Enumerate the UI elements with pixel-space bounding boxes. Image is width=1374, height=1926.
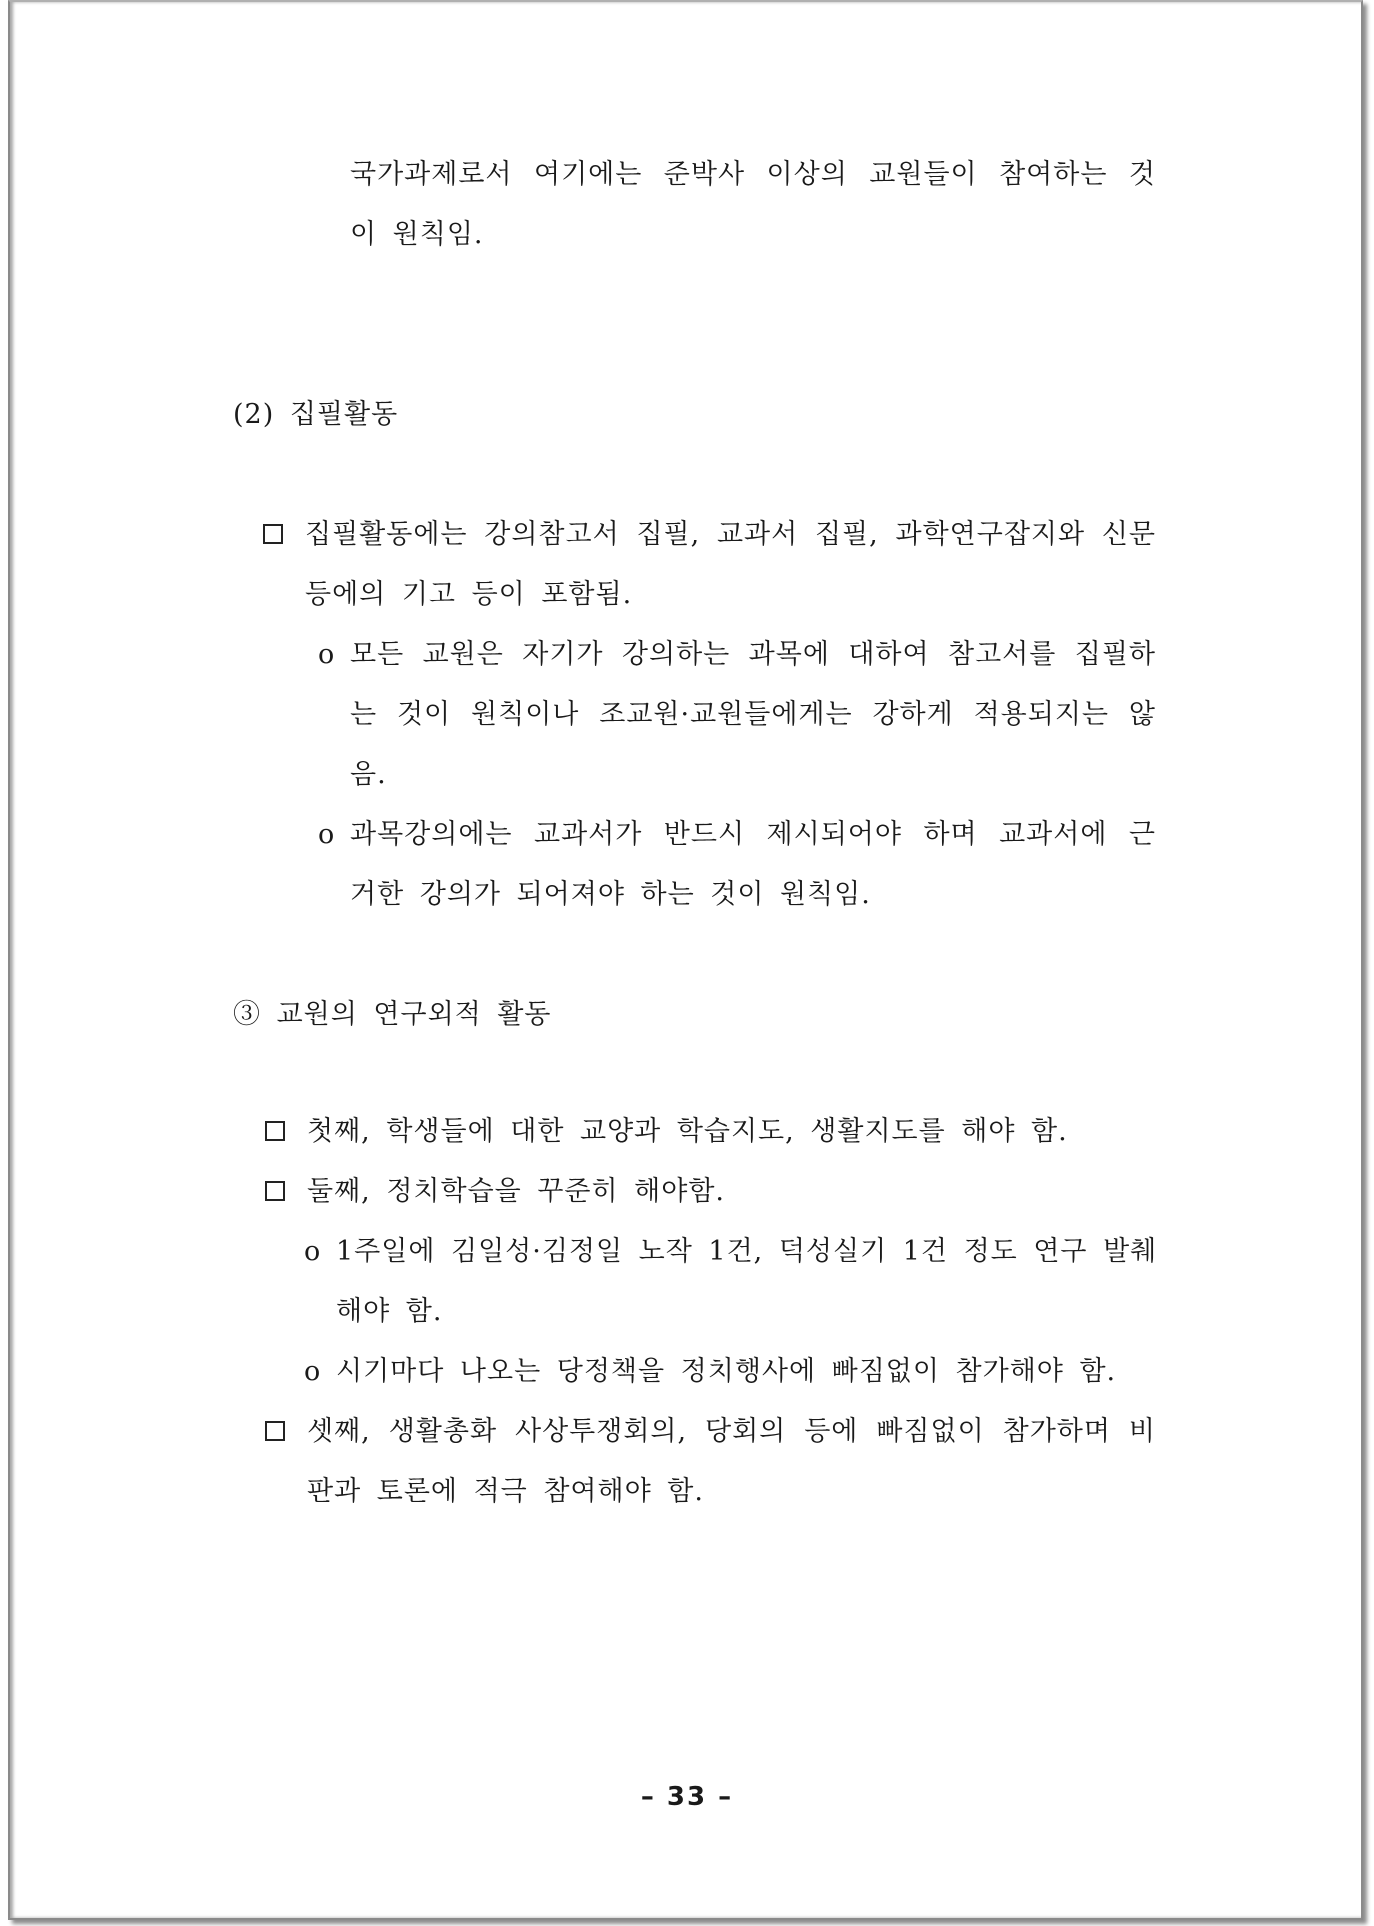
box-item-line: 집필활동에는 강의참고서 집필, 교과서 집필, 과학연구잡지와 신문 — [305, 519, 1156, 550]
sub-item-line: 모든 교원은 자기가 강의하는 과목에 대하여 참고서를 집필하 — [350, 639, 1156, 670]
checkbox-square-icon — [265, 1421, 285, 1441]
box-item-line: 판과 토론에 적극 참여해야 함. — [307, 1476, 704, 1507]
section-heading: ③ 교원의 연구외적 활동 — [233, 999, 552, 1030]
box-item-line: 둘째, 정치학습을 꾸준히 해야함. — [307, 1176, 725, 1207]
bullet-o-icon: o — [304, 1236, 321, 1267]
sub-item-line: 음. — [350, 759, 387, 790]
box-item-line: 셋째, 생활총화 사상투쟁회의, 당회의 등에 빠짐없이 참가하며 비 — [307, 1416, 1156, 1447]
checkbox-square-icon — [265, 1121, 285, 1141]
sub-item-line: 시기마다 나오는 당정책을 정치행사에 빠짐없이 참가해야 함. — [336, 1356, 1117, 1387]
checkbox-square-icon — [265, 1181, 285, 1201]
paragraph-line: 이 원칙임. — [350, 219, 484, 250]
section-heading: (2) 집필활동 — [233, 399, 399, 430]
sub-item-line: 과목강의에는 교과서가 반드시 제시되어야 하며 교과서에 근 — [350, 819, 1156, 850]
bullet-o-icon: o — [304, 1356, 321, 1387]
sub-item-line: 1주일에 김일성·김정일 노작 1건, 덕성실기 1건 정도 연구 발췌 — [336, 1236, 1158, 1267]
bullet-o-icon: o — [318, 819, 335, 850]
sub-item-line: 거한 강의가 되어져야 하는 것이 원칙임. — [350, 879, 871, 910]
page-frame — [8, 0, 1363, 1920]
paragraph-line: 국가과제로서 여기에는 준박사 이상의 교원들이 참여하는 것 — [350, 159, 1156, 190]
sub-item-line: 해야 함. — [336, 1296, 443, 1327]
checkbox-square-icon — [263, 524, 283, 544]
page-number: – 33 – — [640, 1782, 734, 1812]
sub-item-line: 는 것이 원칙이나 조교원·교원들에게는 강하게 적용되지는 않 — [350, 699, 1156, 730]
bullet-o-icon: o — [318, 639, 335, 670]
box-item-line: 등에의 기고 등이 포함됨. — [305, 579, 633, 610]
box-item-line: 첫째, 학생들에 대한 교양과 학습지도, 생활지도를 해야 함. — [307, 1116, 1068, 1147]
